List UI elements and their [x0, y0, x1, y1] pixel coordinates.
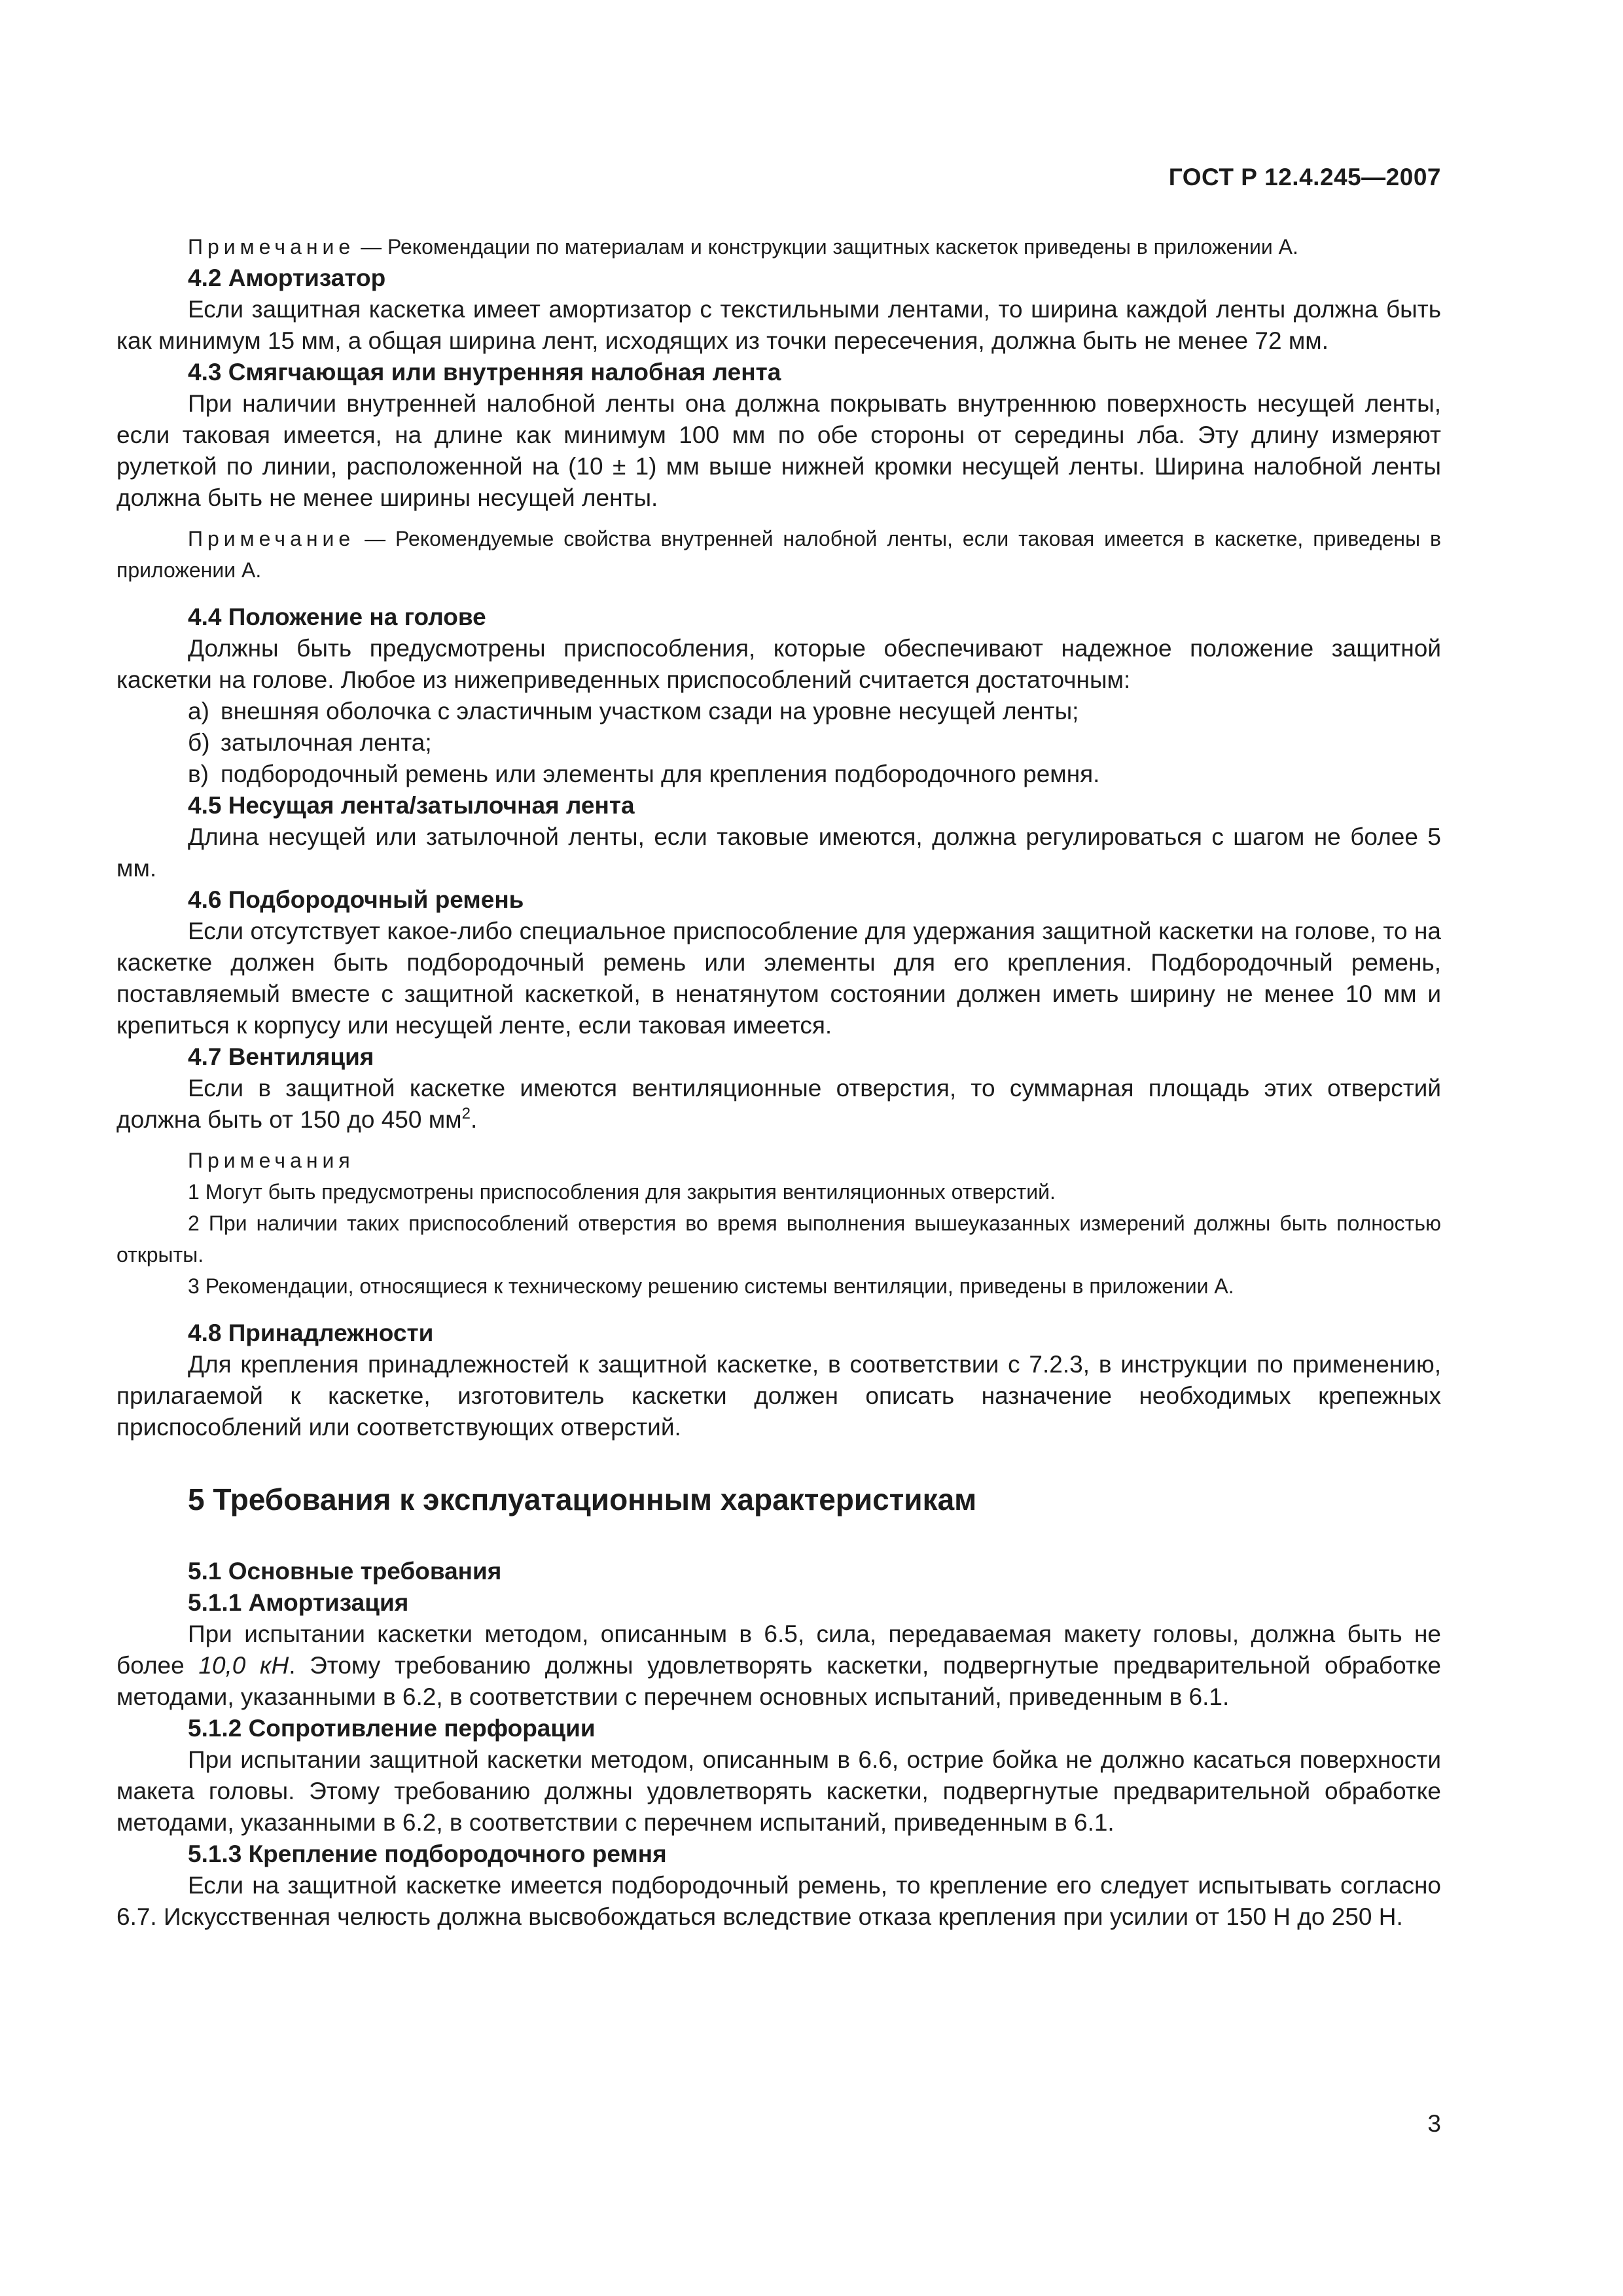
note-headband: [116, 523, 1441, 586]
page-number: 3: [1427, 2110, 1441, 2137]
list-marker: б): [188, 729, 210, 756]
document-page: [116, 0, 1441, 2296]
section-5-1-2-text: При испытании защитной каскетки методом, описанным в 6.6, острие бойка не должно касаться поверхности макета головы. Этому требованию должны удовлетворять каскетки, подвергнутые предварительной обработке методами, указанными в 6.2, в соответствии с перечнем испытаний, приведенным в 6.1.: [116, 1746, 1441, 1836]
note-label: Примечание: [188, 527, 355, 550]
list-item: [116, 696, 1441, 727]
section-4-7-title: 4.7 Вентиляция: [188, 1043, 374, 1070]
list-marker: а): [188, 698, 209, 725]
section-5-1-title: 5.1 Основные требования: [188, 1558, 502, 1585]
notes-label: Примечания: [188, 1149, 355, 1172]
document-code: ГОСТ Р 12.4.245—2007: [1168, 164, 1441, 190]
list-item-text: затылочная лента;: [221, 729, 432, 756]
section-5-1-2-title: 5.1.2 Сопротивление перфорации: [188, 1715, 596, 1742]
section-5-1-1-text: [116, 1619, 1441, 1713]
section-4-4-text: Должны быть предусмотрены приспособления, которые обеспечивают надежное положение защитной каскетки на голове. Любое из нижеприведенных приспособлений считается достаточным:: [116, 635, 1441, 693]
section-4-6-title: 4.6 Подбородочный ремень: [188, 886, 524, 913]
section-4-2-title: 4.2 Амортизатор: [188, 264, 386, 291]
text-part: При испытании каскетки методом, описанным в 6.5, сила, передаваемая макету головы, должна быть не более: [116, 1621, 1441, 1679]
list-item: [116, 727, 1441, 759]
section-4-8-title: 4.8 Принадлежности: [188, 1319, 434, 1346]
note-text: — Рекомендуемые свойства внутренней налобной ленты, если таковая имеется в каскетке, приведены в приложении А.: [116, 527, 1442, 582]
section-4-5-text: Длина несущей или затылочной ленты, если таковые имеются, должна регулироваться с шагом не более 5 мм.: [116, 823, 1441, 882]
note-text: — Рекомендации по материалам и конструкции защитных каскеток приведены в приложении А.: [361, 235, 1298, 259]
section-5-1-1-title: 5.1.1 Амортизация: [188, 1589, 409, 1616]
section-4-5-title: 4.5 Несущая лента/затылочная лента: [188, 792, 635, 819]
section-4-3-text: При наличии внутренней налобной ленты она должна покрывать внутреннюю поверхность несущей ленты, если таковая имеется, на длине как минимум 100 мм по обе стороны от середины лба. Эту длину измеряют рулеткой по линии, расположенной на (10 ± 1) мм выше нижней кромки несущей ленты. Ширина налобной ленты должна быть не менее ширины несущей ленты.: [116, 390, 1441, 511]
sentence-end: .: [470, 1106, 478, 1133]
note-item: 3 Рекомендации, относящиеся к техническому решению системы вентиляции, приведены в приложении А.: [188, 1274, 1234, 1298]
superscript: 2: [461, 1105, 471, 1122]
section-4-2-text: Если защитная каскетка имеет амортизатор с текстильными лентами, то ширина каждой ленты должна быть как минимум 15 мм, а общая ширина лент, исходящих из точки пересечения, должна быть не менее 72 мм.: [116, 296, 1441, 354]
section-4-4-title: 4.4 Положение на голове: [188, 603, 486, 630]
list-marker: в): [188, 761, 209, 787]
note-item: 1 Могут быть предусмотрены приспособления для закрытия вентиляционных отверстий.: [188, 1180, 1056, 1204]
section-5-title: 5 Требования к эксплуатационным характеристикам: [188, 1482, 977, 1516]
section-4-6-text: Если отсутствует какое-либо специальное приспособление для удержания защитной каскетки на голове, то на каскетке должен быть подбородочный ремень или элементы для его крепления. Подбородочный ремень, поставляемый вместе с защитной каскеткой, в ненатянутом состоянии должен иметь ширину не менее 10 мм и крепиться к корпусу или несущей ленте, если таковая имеется.: [116, 918, 1441, 1039]
ventilation-text: Если в защитной каскетке имеются вентиляционные отверстия, то суммарная площадь этих отверстий должна быть от 150 до 450 мм: [116, 1075, 1441, 1133]
section-4-8-text: Для крепления принадлежностей к защитной каскетке, в соответствии с 7.2.3, в инструкции по применению, прилагаемой к каскетке, изготовитель каскетки должен описать назначение необходимых крепежных приспособлений или соответствующих отверстий.: [116, 1351, 1441, 1441]
note-materials: [116, 231, 1441, 262]
section-4-7-text: [116, 1073, 1441, 1136]
section-5-1-3-text: Если на защитной каскетке имеется подбородочный ремень, то крепление его следует испытывать согласно 6.7. Искусственная челюсть должна высвобождаться вследствие отказа крепления при усилии от 150 Н до 250 Н.: [116, 1872, 1441, 1930]
section-4-3-title: 4.3 Смягчающая или внутренняя налобная лента: [188, 359, 781, 386]
note-item: 2 При наличии таких приспособлений отверстия во время выполнения вышеуказанных измерений должны быть полностью открыты.: [116, 1211, 1441, 1266]
page-content: [116, 231, 1441, 1933]
list-item-text: подбородочный ремень или элементы для крепления подбородочного ремня.: [221, 761, 1100, 787]
list-item: [116, 759, 1441, 790]
force-value: 10,0 кН: [198, 1652, 289, 1679]
text-part: . Этому требованию должны удовлетворять каскетки, подвергнутые предварительной обработке методами, указанными в 6.2, в соответствии с перечнем основных испытаний, приведенным в 6.1.: [116, 1652, 1442, 1710]
list-item-text: внешняя оболочка с эластичным участком сзади на уровне несущей ленты;: [221, 698, 1079, 725]
note-label: Примечание: [188, 235, 355, 259]
section-5-1-3-title: 5.1.3 Крепление подбородочного ремня: [188, 1840, 667, 1867]
